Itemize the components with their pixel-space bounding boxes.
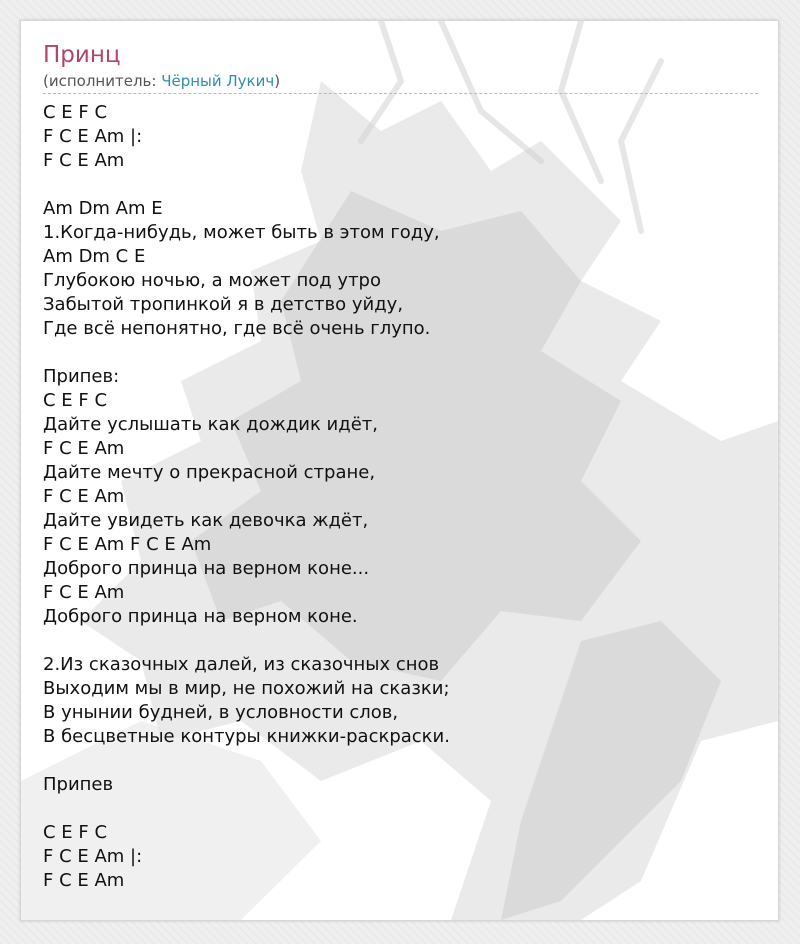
artist-link[interactable]: Чёрный Лукич [161, 72, 275, 90]
lyric-line: F C E Am F C E Am [43, 534, 212, 555]
lyric-line: Где всё непонятно, где всё очень глупо. [43, 318, 431, 339]
lyric-line: Доброго принца на верном коне... [43, 558, 370, 579]
lyric-line: Am Dm Am E [43, 198, 163, 219]
lyric-line [43, 173, 758, 197]
lyric-line: В бесцветные контуры книжки-раскраски. [43, 726, 450, 747]
song-content [43, 39, 758, 893]
artist-prefix: (исполнитель: [43, 72, 162, 90]
lyric-line: В унынии будней, в условности слов, [43, 702, 399, 723]
song-title: Принц [43, 42, 121, 68]
artist-suffix: ) [274, 72, 281, 90]
lyric-line [43, 749, 758, 773]
lyric-line: Припев [43, 774, 114, 795]
lyric-line [43, 341, 758, 365]
lyric-line: F C E Am [43, 870, 125, 891]
lyric-line: Доброго принца на верном коне. [43, 606, 358, 627]
lyric-line: Припев: [43, 366, 120, 387]
lyric-line: F C E Am [43, 582, 125, 603]
lyric-line: C E F C [43, 390, 108, 411]
lyric-line: C E F C [43, 822, 108, 843]
lyric-line: Глубокою ночью, а может под утро [43, 270, 381, 291]
lyric-line: Дайте увидеть как девочка ждёт, [43, 510, 369, 531]
lyric-line: Забытой тропинкой я в детство уйду, [43, 294, 404, 315]
lyrics-block [43, 101, 758, 893]
song-card [20, 20, 779, 921]
lyric-line: F C E Am [43, 150, 125, 171]
lyric-line: Дайте услышать как дождик идёт, [43, 414, 378, 435]
lyric-line: F C E Am [43, 438, 125, 459]
lyric-line [43, 797, 758, 821]
lyric-line: F C E Am |: [43, 126, 143, 147]
lyric-line: Дайте мечту о прекрасной стране, [43, 462, 376, 483]
lyric-line: Am Dm C E [43, 246, 146, 267]
lyric-line: 2.Из сказочных далей, из сказочных снов [43, 654, 440, 675]
lyric-line [43, 629, 758, 653]
lyric-line: F C E Am [43, 486, 125, 507]
artist-line [43, 71, 758, 94]
lyric-line: C E F C [43, 102, 108, 123]
lyric-line: Выходим мы в мир, не похожий на сказки; [43, 678, 450, 699]
lyric-line: 1.Когда-нибудь, может быть в этом году, [43, 222, 440, 243]
lyric-line: F C E Am |: [43, 846, 143, 867]
